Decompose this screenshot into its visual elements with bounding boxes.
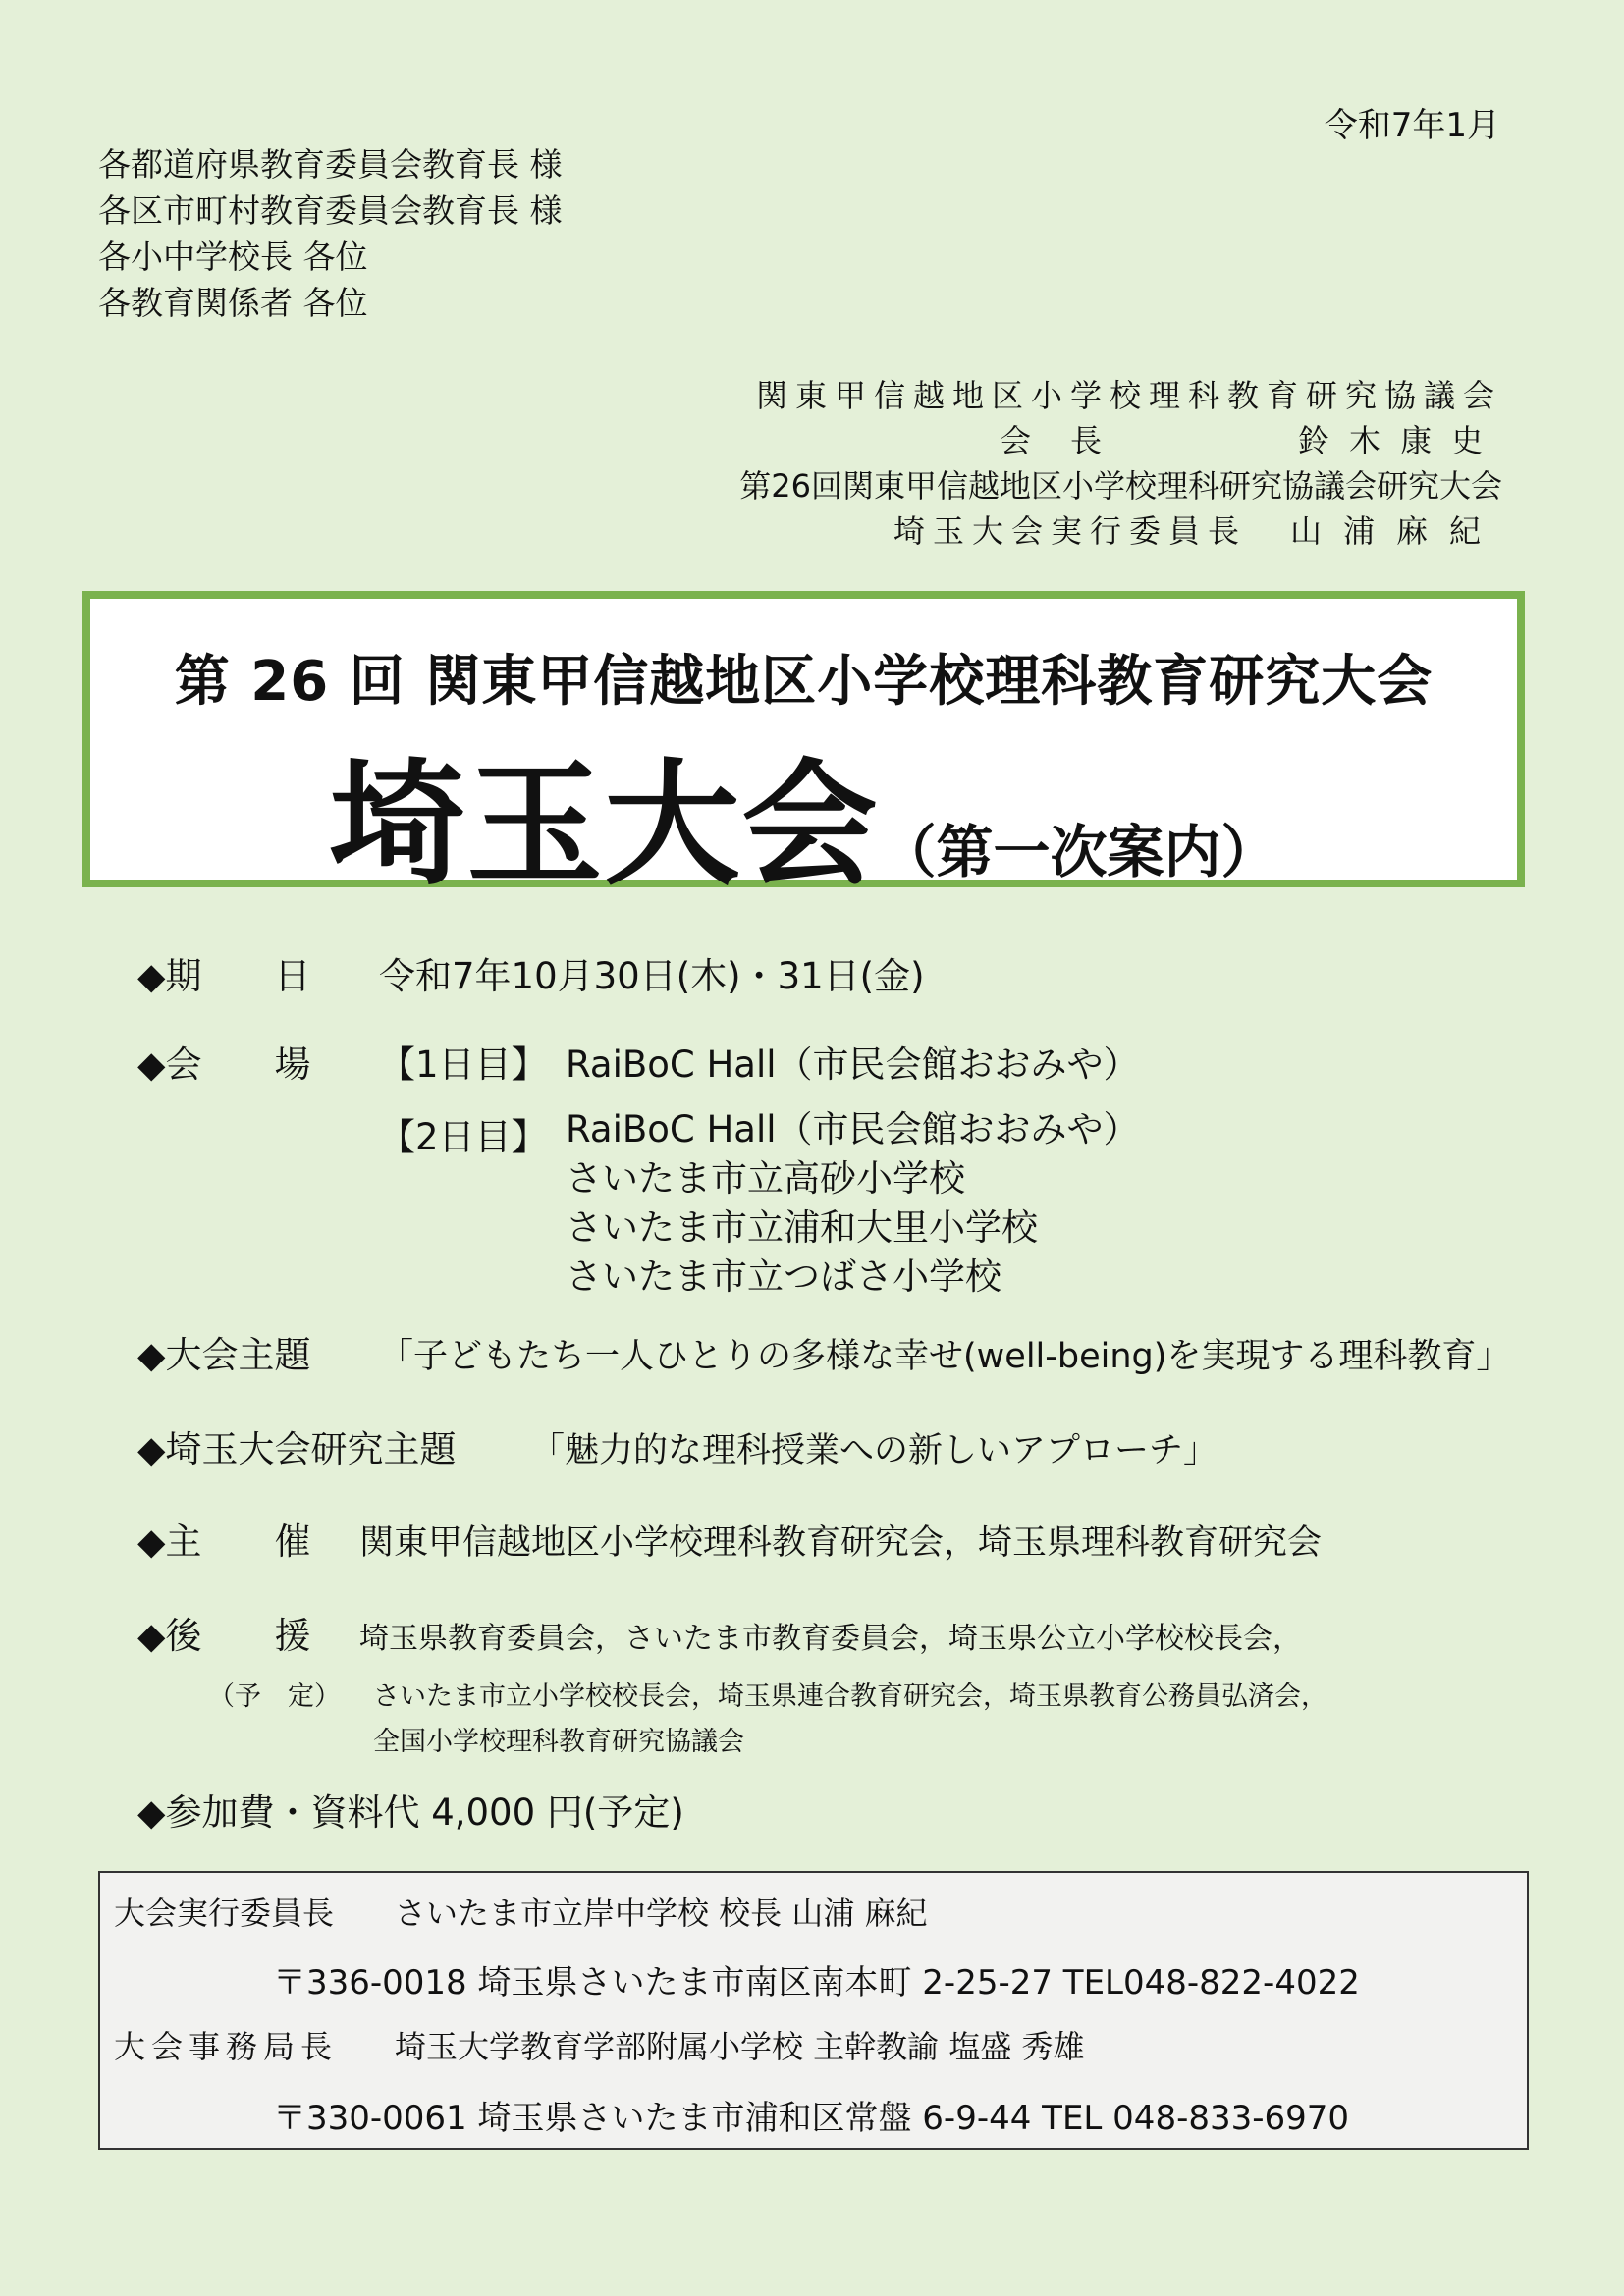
recipient-line: 各都道府県教育委員会教育長 様	[98, 145, 563, 184]
venue-day1-label: 【1日目】	[379, 1043, 548, 1086]
theme-value: 「子どもたち一人ひとりの多様な幸せ(well-being)を実現する理科教育」	[379, 1337, 1511, 1376]
venue-day1-value: RaiBoC Hall（市民会館おおみや）	[566, 1043, 1140, 1086]
venue-day2-item: さいたま市立つばさ小学校	[566, 1255, 1001, 1298]
title-line1: 第 26 回 関東甲信越地区小学校理科教育研究大会	[174, 650, 1434, 714]
senders	[739, 373, 1502, 554]
venue-label: ◆会 場	[137, 1043, 311, 1086]
title-box	[82, 591, 1525, 904]
venue-day2-item: さいたま市立高砂小学校	[566, 1157, 965, 1200]
office-value: 埼玉大学教育学部附属小学校 主幹教諭 塩盛 秀雄	[395, 2028, 1085, 2065]
support-note: （予 定）	[208, 1682, 341, 1712]
date-label: ◆期 日	[137, 955, 311, 997]
issue-date: 令和7年1月	[1324, 106, 1500, 145]
chair-address: 〒336-0018 埼玉県さいたま市南区南本町 2-25-27 TEL048-822-4022	[273, 1963, 1360, 2002]
venue-day2-label: 【2日目】	[379, 1116, 548, 1158]
sender-role2: 埼玉大会実行委員長	[893, 512, 1247, 550]
sender-role: 会長	[999, 422, 1141, 459]
title-sub: （第一次案内）	[879, 819, 1278, 885]
recipient-line: 各小中学校長 各位	[98, 238, 368, 276]
venue-day2-list	[566, 1105, 1140, 1302]
title-main: 埼玉大会	[329, 746, 880, 904]
item-theme	[137, 1325, 1510, 1378]
sender-conference: 第26回関東甲信越地区小学校理科研究協議会研究大会	[739, 467, 1502, 505]
item-fee: ◆参加費・資料代 4,000 円(予定)	[137, 1791, 684, 1834]
saitama-theme-label: ◆埼玉大会研究主題	[137, 1428, 457, 1470]
support-label: ◆後 援	[137, 1615, 311, 1657]
sender-name2: 山浦麻紀	[1289, 512, 1502, 550]
recipient-line: 各区市町村教育委員会教育長 様	[98, 191, 563, 230]
theme-label: ◆大会主題	[137, 1334, 311, 1376]
support-line1: 埼玉県教育委員会，さいたま市教育委員会，埼玉県公立小学校校長会，	[359, 1622, 1302, 1656]
recipient-line: 各教育関係者 各位	[98, 284, 368, 322]
sender-name: 鈴木康史	[1297, 422, 1502, 459]
item-venue	[137, 1035, 1140, 1088]
title-line2	[90, 717, 1517, 911]
item-support	[137, 1606, 1302, 1659]
sender-chair-row	[739, 508, 1502, 554]
venue-day2-item: さいたま市立浦和大里小学校	[566, 1206, 1038, 1249]
venue-day2-item: RaiBoC Hall（市民会館おおみや）	[566, 1108, 1140, 1150]
item-host	[137, 1512, 1322, 1565]
contact-box	[98, 1871, 1529, 2150]
host-label: ◆主 催	[137, 1521, 311, 1563]
sender-org: 関東甲信越地区小学校理科教育研究協議会	[755, 377, 1502, 414]
item-date	[137, 946, 925, 999]
office-label: 大会事務局長	[114, 2028, 339, 2065]
support-line2: さいたま市立小学校校長会，埼玉県連合教育研究会，埼玉県教育公務員弘済会，	[373, 1682, 1327, 1712]
date-value: 令和7年10月30日(木)・31日(金)	[379, 955, 925, 997]
host-value: 関東甲信越地区小学校理科教育研究会，埼玉県理科教育研究会	[359, 1523, 1323, 1563]
saitama-theme-value: 「魅力的な理科授業への新しいアプローチ」	[530, 1431, 1218, 1470]
chair-label: 大会実行委員長	[114, 1895, 335, 1932]
support-line3: 全国小学校理科教育研究協議会	[373, 1727, 744, 1757]
item-saitama-theme	[137, 1419, 1218, 1472]
sender-president-row	[739, 418, 1502, 463]
chair-value: さいたま市立岸中学校 校長 山浦 麻紀	[395, 1895, 928, 1932]
office-address: 〒330-0061 埼玉県さいたま市浦和区常盤 6-9-44 TEL 048-833-6970	[273, 2099, 1350, 2138]
recipients	[98, 141, 563, 326]
